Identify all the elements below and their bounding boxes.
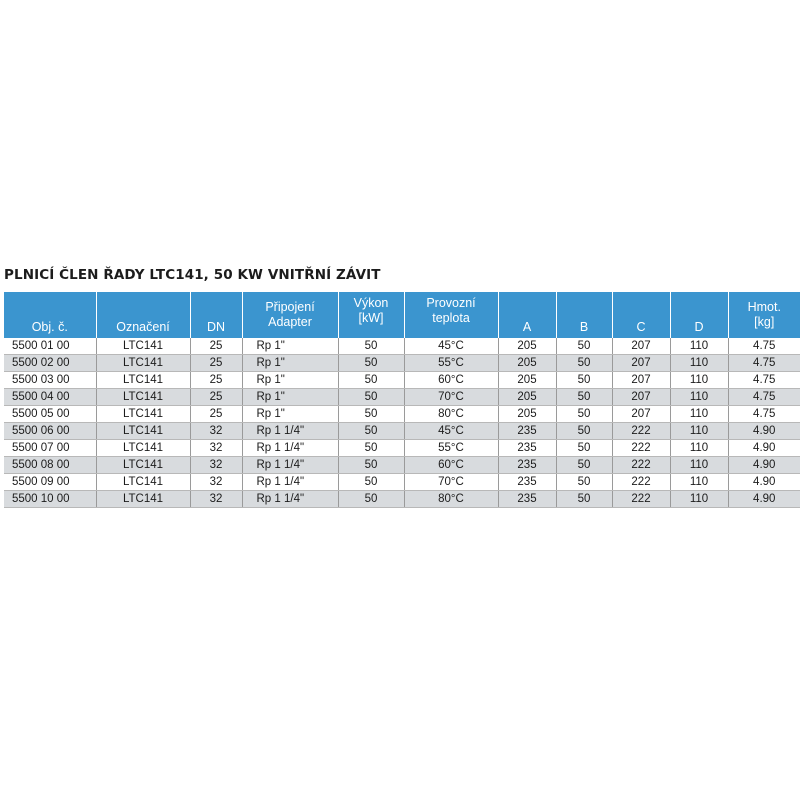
- table-row: [4, 457, 800, 474]
- table-cell: 110: [670, 474, 728, 491]
- table-cell: 32: [190, 457, 242, 474]
- table-cell: LTC141: [96, 474, 190, 491]
- table-cell: 50: [556, 423, 612, 440]
- table-cell: 70°C: [404, 389, 498, 406]
- table-cell: 4.75: [728, 355, 800, 372]
- column-header: C: [612, 292, 670, 338]
- table-cell: 207: [612, 355, 670, 372]
- table-cell: 4.75: [728, 389, 800, 406]
- table-cell: 60°C: [404, 372, 498, 389]
- table-cell: 60°C: [404, 457, 498, 474]
- table-cell: 25: [190, 389, 242, 406]
- column-header: D: [670, 292, 728, 338]
- table-cell: 4.90: [728, 491, 800, 508]
- column-header: Výkon [kW]: [338, 292, 404, 338]
- table-row: [4, 372, 800, 389]
- table-cell: 5500 08 00: [4, 457, 96, 474]
- table-cell: Rp 1 1/4": [242, 440, 338, 457]
- table-cell: 32: [190, 474, 242, 491]
- table-cell: 25: [190, 372, 242, 389]
- table-cell: LTC141: [96, 355, 190, 372]
- table-cell: 45°C: [404, 423, 498, 440]
- table-cell: 80°C: [404, 491, 498, 508]
- table-cell: Rp 1 1/4": [242, 491, 338, 508]
- table-cell: 50: [556, 440, 612, 457]
- table-cell: 207: [612, 406, 670, 423]
- table-cell: 50: [556, 355, 612, 372]
- table-cell: 5500 01 00: [4, 338, 96, 355]
- table-cell: 205: [498, 355, 556, 372]
- table-cell: 4.90: [728, 457, 800, 474]
- table-cell: LTC141: [96, 372, 190, 389]
- column-header: B: [556, 292, 612, 338]
- table-cell: Rp 1": [242, 355, 338, 372]
- table-cell: 50: [556, 491, 612, 508]
- table-cell: 4.75: [728, 372, 800, 389]
- table-row: [4, 423, 800, 440]
- column-header: A: [498, 292, 556, 338]
- column-header: Hmot. [kg]: [728, 292, 800, 338]
- table-cell: Rp 1": [242, 372, 338, 389]
- table-cell: 5500 09 00: [4, 474, 96, 491]
- table-cell: 50: [338, 491, 404, 508]
- table-row: [4, 491, 800, 508]
- table-cell: 205: [498, 389, 556, 406]
- table-cell: 25: [190, 355, 242, 372]
- table-cell: 50: [338, 474, 404, 491]
- table-cell: 32: [190, 423, 242, 440]
- table-cell: 4.90: [728, 474, 800, 491]
- table-row: [4, 440, 800, 457]
- table-cell: 207: [612, 338, 670, 355]
- table-cell: 4.75: [728, 338, 800, 355]
- table-cell: 25: [190, 406, 242, 423]
- table-header-row: [4, 292, 800, 338]
- table-cell: 110: [670, 491, 728, 508]
- product-spec-table: [4, 292, 800, 508]
- table-cell: 235: [498, 423, 556, 440]
- table-cell: 222: [612, 474, 670, 491]
- table-cell: 110: [670, 355, 728, 372]
- table-cell: 50: [338, 457, 404, 474]
- table-cell: 50: [556, 457, 612, 474]
- table-cell: 50: [556, 474, 612, 491]
- table-cell: 110: [670, 372, 728, 389]
- table-cell: 207: [612, 389, 670, 406]
- table-cell: Rp 1": [242, 389, 338, 406]
- table-cell: 50: [338, 389, 404, 406]
- table-cell: 222: [612, 457, 670, 474]
- column-header: DN: [190, 292, 242, 338]
- table-cell: 4.90: [728, 423, 800, 440]
- table-cell: 110: [670, 440, 728, 457]
- column-header: Provozní teplota: [404, 292, 498, 338]
- table-cell: 5500 03 00: [4, 372, 96, 389]
- table-cell: Rp 1": [242, 406, 338, 423]
- column-header: Připojení Adapter: [242, 292, 338, 338]
- table-row: [4, 355, 800, 372]
- table-cell: 50: [338, 440, 404, 457]
- table-row: [4, 406, 800, 423]
- table-cell: 80°C: [404, 406, 498, 423]
- table-cell: 55°C: [404, 355, 498, 372]
- table-cell: LTC141: [96, 491, 190, 508]
- table-cell: 4.90: [728, 440, 800, 457]
- table-cell: 25: [190, 338, 242, 355]
- table-cell: 50: [556, 372, 612, 389]
- table-cell: 50: [338, 338, 404, 355]
- table-cell: 5500 04 00: [4, 389, 96, 406]
- table-cell: 235: [498, 440, 556, 457]
- table-cell: 45°C: [404, 338, 498, 355]
- table-row: [4, 338, 800, 355]
- table-cell: 222: [612, 491, 670, 508]
- table-cell: Rp 1": [242, 338, 338, 355]
- column-header: Obj. č.: [4, 292, 96, 338]
- table-cell: 110: [670, 457, 728, 474]
- table-cell: LTC141: [96, 423, 190, 440]
- table-cell: 70°C: [404, 474, 498, 491]
- table-cell: 205: [498, 338, 556, 355]
- table-cell: 50: [338, 406, 404, 423]
- table-title: PLNICÍ ČLEN ŘADY LTC141, 50 KW VNITŘNÍ ZÁVIT: [4, 267, 381, 283]
- table-cell: 110: [670, 389, 728, 406]
- table-cell: Rp 1 1/4": [242, 423, 338, 440]
- table-cell: 5500 07 00: [4, 440, 96, 457]
- table-cell: Rp 1 1/4": [242, 474, 338, 491]
- table-cell: 5500 05 00: [4, 406, 96, 423]
- table-cell: 207: [612, 372, 670, 389]
- table-cell: 110: [670, 423, 728, 440]
- table-cell: 5500 02 00: [4, 355, 96, 372]
- table-cell: 50: [338, 372, 404, 389]
- table-cell: 55°C: [404, 440, 498, 457]
- table-cell: 50: [338, 355, 404, 372]
- table-cell: 4.75: [728, 406, 800, 423]
- table-cell: LTC141: [96, 389, 190, 406]
- table-cell: LTC141: [96, 457, 190, 474]
- column-header: Označení: [96, 292, 190, 338]
- table-cell: 235: [498, 491, 556, 508]
- table-cell: 235: [498, 474, 556, 491]
- table-cell: 5500 10 00: [4, 491, 96, 508]
- table-row: [4, 474, 800, 491]
- table-cell: 5500 06 00: [4, 423, 96, 440]
- table-cell: 205: [498, 406, 556, 423]
- table-cell: 50: [556, 389, 612, 406]
- table-cell: 110: [670, 406, 728, 423]
- table-cell: 235: [498, 457, 556, 474]
- table-cell: 50: [556, 338, 612, 355]
- table-cell: 32: [190, 440, 242, 457]
- table-cell: 110: [670, 338, 728, 355]
- table-cell: LTC141: [96, 406, 190, 423]
- table-cell: LTC141: [96, 338, 190, 355]
- table-cell: LTC141: [96, 440, 190, 457]
- table-cell: Rp 1 1/4": [242, 457, 338, 474]
- table-cell: 50: [338, 423, 404, 440]
- table-cell: 50: [556, 406, 612, 423]
- table-cell: 205: [498, 372, 556, 389]
- table-cell: 32: [190, 491, 242, 508]
- table-cell: 222: [612, 423, 670, 440]
- table-row: [4, 389, 800, 406]
- table-cell: 222: [612, 440, 670, 457]
